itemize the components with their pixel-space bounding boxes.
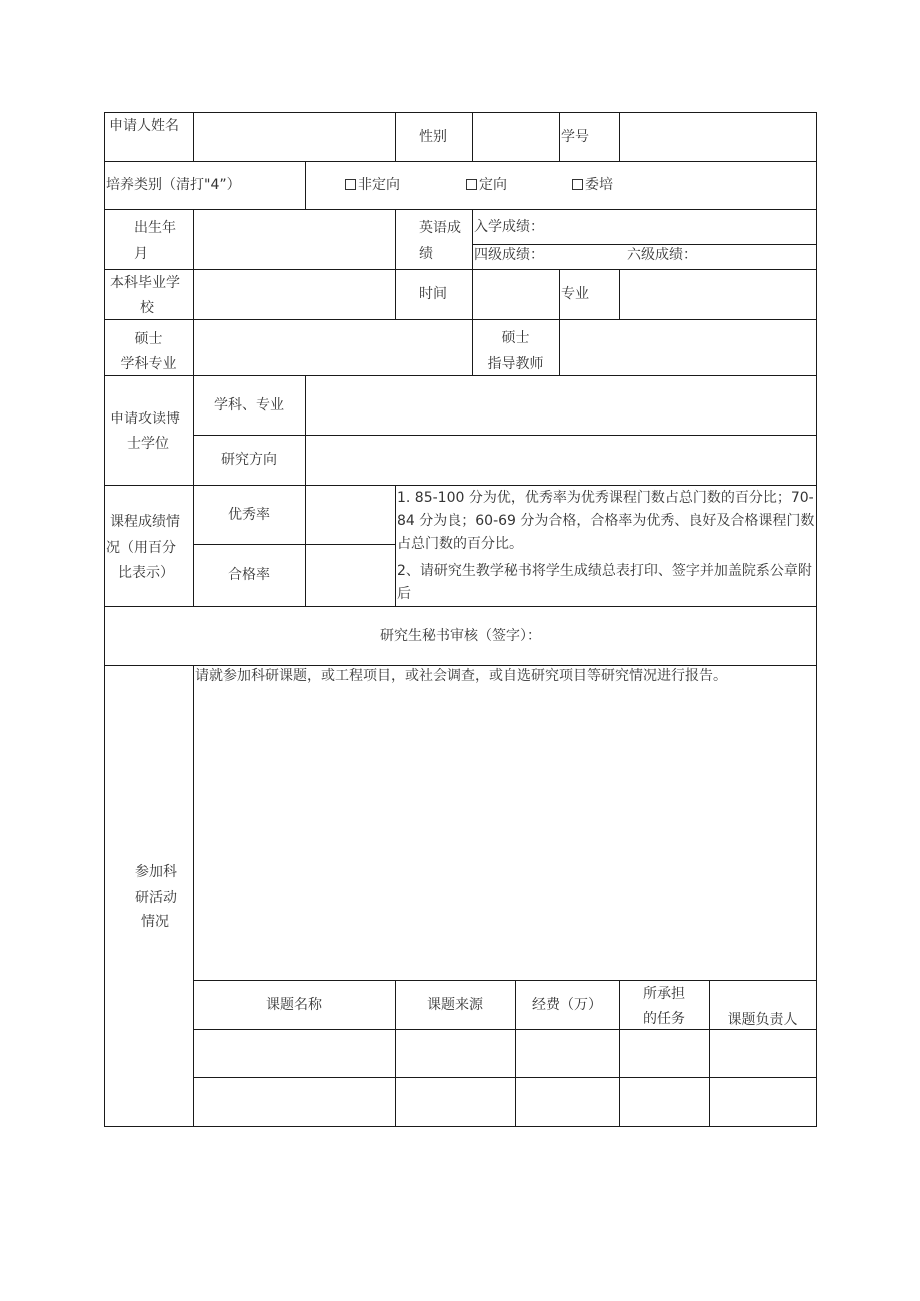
table-border-top xyxy=(104,112,817,113)
row-divider xyxy=(104,319,817,320)
row-divider xyxy=(104,269,817,270)
col-divider xyxy=(709,980,710,1126)
option-directed[interactable] xyxy=(466,173,507,197)
secretary-review-label: 研究生秘书审核（签字）： xyxy=(380,628,541,644)
col-divider xyxy=(305,161,306,209)
discipline-label: 学科、专业 xyxy=(214,397,284,413)
checkbox-icon xyxy=(572,179,583,190)
col-divider xyxy=(395,209,396,269)
col-divider xyxy=(193,209,194,269)
master-subject-label: 学科专业 xyxy=(120,356,177,372)
entrance-score-label: 入学成绩： xyxy=(474,219,544,235)
row-divider xyxy=(193,1077,817,1078)
col-divider xyxy=(395,112,396,161)
table-border-bottom xyxy=(104,1126,817,1127)
research-instruction: 请就参加科研课题，或工程项目，或社会调查，或自选研究项目等研究情况进行报告。 xyxy=(195,668,727,684)
grades-label: 况（用百分 xyxy=(106,540,176,556)
grades-label: 课程成绩情 xyxy=(110,514,180,530)
col-divider xyxy=(305,485,306,606)
col-divider xyxy=(193,269,194,319)
undergrad-school-label: 校 xyxy=(140,300,154,316)
research-activity-label: 情况 xyxy=(141,914,169,930)
cet4-score-label: 四级成绩： xyxy=(474,247,544,263)
pass-rate-label: 合格率 xyxy=(228,567,270,583)
col-divider xyxy=(559,319,560,375)
gender-label: 性别 xyxy=(419,129,447,145)
col-divider xyxy=(559,112,560,161)
col-divider xyxy=(619,269,620,319)
phd-degree-label: 申请攻读博 xyxy=(110,411,180,427)
english-score-label: 绩 xyxy=(419,246,433,262)
option-non-directed[interactable] xyxy=(345,173,400,197)
undergrad-school-label: 本科毕业学 xyxy=(110,275,180,291)
cet6-score-label: 六级成绩： xyxy=(627,247,697,263)
master-advisor-label: 硕士 xyxy=(501,330,530,346)
table-border-right xyxy=(816,112,817,1127)
research-direction-label: 研究方向 xyxy=(221,452,277,468)
checkbox-icon xyxy=(466,179,477,190)
row-divider xyxy=(104,375,817,376)
research-activity-label: 参加科 xyxy=(135,864,177,880)
grade-note-2: 2、请研究生教学秘书将学生成绩总表打印、签字并加盖院系公章附后 xyxy=(397,563,812,602)
row-divider xyxy=(104,606,817,607)
header-task: 的任务 xyxy=(643,1011,685,1027)
row-divider xyxy=(104,161,817,162)
research-activity-label: 研活动 xyxy=(135,890,177,906)
option-label: 定向 xyxy=(479,177,507,193)
col-divider xyxy=(193,112,194,161)
master-advisor-label: 指导教师 xyxy=(487,356,544,372)
header-project-name: 课题名称 xyxy=(266,997,322,1013)
checkbox-icon xyxy=(345,179,356,190)
col-divider xyxy=(395,269,396,319)
header-project-source: 课题来源 xyxy=(427,997,483,1013)
col-divider xyxy=(559,269,560,319)
grade-note-1: 1. 85-100 分为优，优秀率为优秀课程门数占总门数的百分比；70-84 分为良；60-69 分为合格，合格率为优秀、良好及合格课程门数占总门数的百分比。 xyxy=(397,490,815,552)
col-divider xyxy=(305,375,306,485)
col-divider xyxy=(472,269,473,319)
master-subject-label: 硕士 xyxy=(134,331,163,347)
col-divider xyxy=(472,209,473,269)
birth-label: 出生年 xyxy=(134,220,176,236)
phd-degree-label: 士学位 xyxy=(127,436,169,452)
table-border-left xyxy=(104,112,105,1127)
excellent-rate-label: 优秀率 xyxy=(228,507,270,523)
option-commissioned[interactable] xyxy=(572,173,613,197)
major-label: 专业 xyxy=(561,286,589,302)
row-divider xyxy=(104,485,817,486)
header-project-leader: 课题负责人 xyxy=(727,1012,798,1028)
student-id-label: 学号 xyxy=(561,129,589,145)
row-divider xyxy=(104,209,817,210)
birth-label: 月 xyxy=(134,246,148,262)
row-divider xyxy=(193,544,395,545)
col-divider xyxy=(395,485,396,606)
header-task: 所承担 xyxy=(643,986,685,1002)
header-funding: 经费（万） xyxy=(532,997,602,1013)
training-type-label: 培养类别（清打"4”） xyxy=(106,177,241,193)
col-divider xyxy=(193,319,194,375)
col-divider xyxy=(619,112,620,161)
option-label: 非定向 xyxy=(358,177,400,193)
col-divider xyxy=(472,112,473,161)
english-score-label: 英语成 xyxy=(419,220,461,236)
row-divider xyxy=(193,435,817,436)
option-label: 委培 xyxy=(585,177,613,193)
grades-label: 比表示） xyxy=(118,565,174,581)
graduation-time-label: 时间 xyxy=(419,286,447,302)
row-divider xyxy=(193,980,817,981)
applicant-name-label: 申请人姓名 xyxy=(109,118,179,134)
